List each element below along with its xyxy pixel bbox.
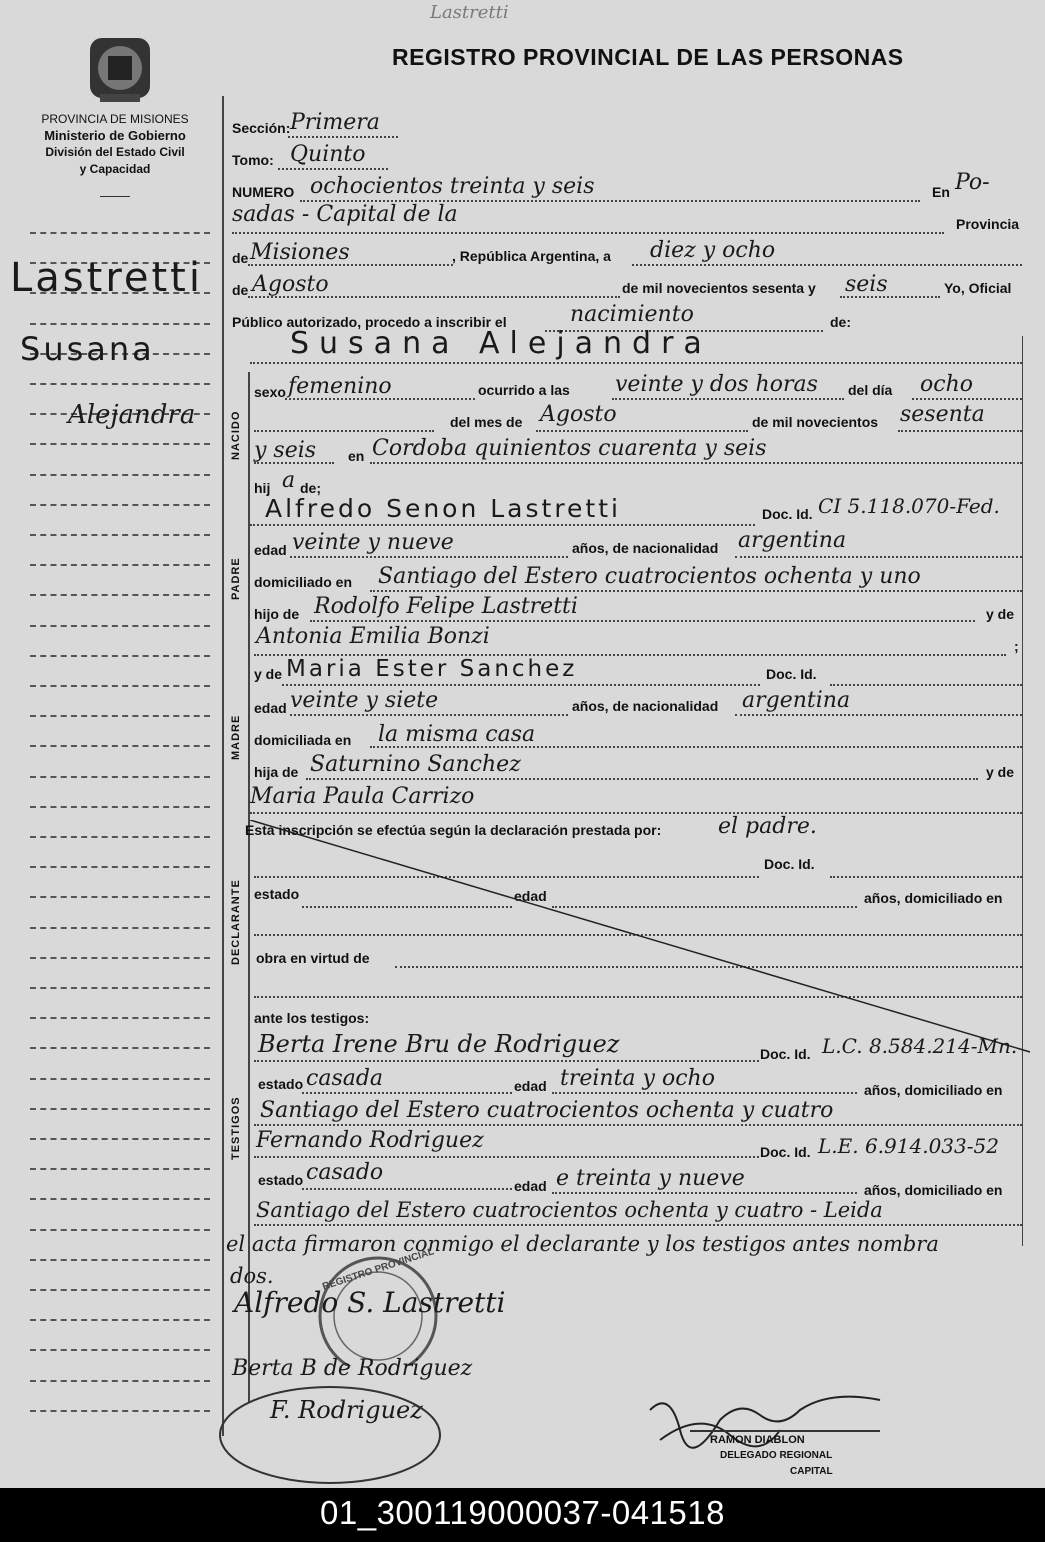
label-testigos: TESTIGOS <box>230 1096 242 1160</box>
org-division: División del Estado Civil <box>45 145 185 159</box>
del-dia-label: del día <box>848 382 893 398</box>
declarante-estado-label: estado <box>254 886 300 902</box>
madre-dom-value: la misma casa <box>378 722 536 747</box>
mes-line <box>248 296 620 298</box>
official-stamp <box>690 1430 880 1486</box>
dia-value: ocho <box>920 372 973 397</box>
fecha-value: diez y ocho <box>650 238 776 263</box>
yo-oficial-label: Yo, Oficial <box>944 280 1012 296</box>
en-value: Po- <box>955 170 990 195</box>
margin-line <box>30 745 210 747</box>
hora-value: veinte y dos horas <box>615 372 818 397</box>
round-seal-text: REGISTRO PROVINCIAL <box>321 1246 436 1293</box>
testigo1-dom-value: Santiago del Estero cuatrocientos ochenta y cuatro <box>260 1098 834 1123</box>
testigo2-edad-value: e treinta y nueve <box>556 1166 745 1191</box>
org-province: PROVINCIA DE MISIONES <box>41 112 189 126</box>
padre-doc-label: Doc. Id. <box>762 506 813 522</box>
testigo2-doc-label: Doc. Id. <box>760 1144 811 1160</box>
de-mil2-label: de mil novecientos <box>752 414 879 430</box>
lugar-nac-line <box>370 462 1022 464</box>
padre-edad-value: veinte y nueve <box>292 530 454 555</box>
testigo1-estado-label: estado <box>258 1076 304 1092</box>
margin-line <box>30 1138 210 1140</box>
coat-of-arms-icon <box>80 28 160 108</box>
margin-line <box>30 594 210 596</box>
anio-nac-line <box>898 430 1022 432</box>
provincia-label: Provincia <box>956 216 1020 232</box>
padre-nombre-value: Alfredo Senon Lastretti <box>265 494 621 523</box>
margin-line <box>30 896 210 898</box>
madre-doc-label: Doc. Id. <box>766 666 817 682</box>
numero-label: NUMERO <box>232 184 295 200</box>
provincia-line <box>248 264 453 266</box>
fecha-line <box>632 264 1022 266</box>
anio-line <box>840 296 940 298</box>
obra-label: obra en virtud de <box>256 950 370 966</box>
madre-dom-line <box>370 746 1022 748</box>
inscripcion-label: Esta inscripción se efectúa según la declaración prestada por: <box>245 822 662 838</box>
abuelo-m-value: Saturnino Sanchez <box>310 752 521 777</box>
padre-anos-label: años, de nacionalidad <box>572 540 719 556</box>
madre-y-de2-label: y de <box>986 764 1015 780</box>
sexo-value: femenino <box>288 374 392 399</box>
anio-value: seis <box>845 272 888 297</box>
margin-line <box>30 1319 210 1321</box>
nombre-line <box>250 362 1022 364</box>
margin-name1: Susana <box>20 330 155 368</box>
margin-line <box>30 655 210 657</box>
padre-doc-value: CI 5.118.070-Fed. <box>818 494 1000 518</box>
document-title: REGISTRO PROVINCIAL DE LAS PERSONAS <box>392 44 904 70</box>
abuelo-p-value: Rodolfo Felipe Lastretti <box>314 594 578 619</box>
provincia-value: Misiones <box>250 240 350 265</box>
testigo2-estado-value: casado <box>306 1160 384 1185</box>
seccion-value: Primera <box>290 110 380 135</box>
declarante-doc-label: Doc. Id. <box>764 856 815 872</box>
margin-line <box>30 957 210 959</box>
madre-edad-label: edad <box>254 700 287 716</box>
abuelo-p-line <box>310 620 975 622</box>
margin-line <box>30 1017 210 1019</box>
org-divider <box>100 196 130 197</box>
testigo1-dom-line <box>254 1124 1022 1126</box>
testigo1-doc-value: L.C. 8.584.214-Mn. <box>822 1034 1018 1058</box>
madre-y-de-label: y de <box>254 666 283 682</box>
testigo1-line <box>254 1060 759 1062</box>
testigo1-edad-value: treinta y ocho <box>560 1066 715 1091</box>
cierre-line2: dos. <box>230 1264 274 1288</box>
publico-label: Público autorizado, procedo a inscribir el <box>232 314 507 330</box>
margin-line <box>30 383 210 385</box>
en2-label: en <box>348 448 365 464</box>
hora-line <box>612 398 844 400</box>
testigos-label: ante los testigos: <box>254 1010 370 1026</box>
lugar-nac-value: Cordoba quinientos cuarenta y seis <box>372 436 767 461</box>
official-stamp-name: RAMON DIABLON <box>710 1434 805 1446</box>
testigo1-edad-label: edad <box>514 1078 547 1094</box>
padre-edad-line <box>290 556 568 558</box>
tomo-value: Quinto <box>290 142 366 167</box>
margin-line <box>30 685 210 687</box>
testigo1-estado-line <box>302 1092 512 1094</box>
margin-name2: Alejandra <box>68 400 196 430</box>
testigo2-line <box>254 1156 759 1158</box>
margin-line <box>30 625 210 627</box>
testigo2-anos-label: años, domiciliado en <box>864 1182 1003 1198</box>
hij-label: hij <box>254 480 271 496</box>
margin-line <box>30 1349 210 1351</box>
madre-doc-line <box>830 684 1022 686</box>
abuelo-m-line <box>306 778 978 780</box>
padre-nac-line <box>735 556 1022 558</box>
margin-line <box>30 323 210 325</box>
republica-label: , República Argentina, a <box>452 248 611 264</box>
sexo-label: sexo <box>254 384 286 400</box>
margin-line <box>30 534 210 536</box>
tomo-label: Tomo: <box>232 152 274 168</box>
lugar-value: sadas - Capital de la <box>232 202 458 227</box>
testigo1-doc-label: Doc. Id. <box>760 1046 811 1062</box>
testigo2-value: Fernando Rodriguez <box>256 1128 484 1153</box>
mes-value: Agosto <box>252 272 329 297</box>
margin-line <box>30 715 210 717</box>
testigo1-anos-label: años, domiciliado en <box>864 1082 1003 1098</box>
padre-dom-value: Santiago del Estero cuatrocientos ochenta y uno <box>378 564 921 589</box>
org-ministry: Ministerio de Gobierno <box>44 128 186 143</box>
margin-line <box>30 1410 210 1412</box>
label-madre: MADRE <box>230 714 242 760</box>
padre-nombre-line <box>250 524 755 526</box>
anio-nac-value: sesenta <box>900 402 985 427</box>
margin-line <box>30 232 210 234</box>
margin-line <box>30 776 210 778</box>
margin-surname: Lastretti <box>10 255 203 301</box>
padre-y-de-label: y de <box>986 606 1015 622</box>
anio-nac2-value: y seis <box>254 438 317 463</box>
anio-nac2-line <box>254 462 334 464</box>
de-colon-label: de: <box>830 314 851 330</box>
en-label: En <box>932 184 950 200</box>
label-declarante: DECLARANTE <box>230 879 242 965</box>
margin-line <box>30 836 210 838</box>
testigo2-estado-line <box>302 1188 512 1190</box>
tomo-line <box>278 168 388 170</box>
de-label: de <box>232 250 249 266</box>
acto-value: nacimiento <box>570 302 694 327</box>
signature-witness2: F. Rodriguez <box>270 1396 423 1424</box>
declarante-edad-label: edad <box>514 888 547 904</box>
seccion-line <box>288 136 398 138</box>
bottom-seal-icon <box>210 1380 450 1488</box>
org-capacity: y Capacidad <box>79 162 151 176</box>
declarante-anos-label: años, domiciliado en <box>864 890 1003 906</box>
blank-line <box>254 430 434 432</box>
margin-line <box>30 1289 210 1291</box>
ocurrido-label: ocurrido a las <box>478 382 570 398</box>
signature-father: Alfredo S. Lastretti <box>234 1286 506 1319</box>
margin-line <box>30 504 210 506</box>
margin-line <box>30 564 210 566</box>
margin-line <box>30 987 210 989</box>
nombre-value: Susana Alejandra <box>290 326 712 361</box>
label-padre: PADRE <box>230 557 242 600</box>
madre-nombre-line <box>282 684 760 686</box>
official-stamp-place: CAPITAL <box>790 1466 833 1477</box>
testigo1-estado-value: casada <box>306 1066 384 1091</box>
padre-dom-line <box>370 590 1022 592</box>
testigo1-value: Berta Irene Bru de Rodriguez <box>258 1030 620 1058</box>
margin-line <box>30 1078 210 1080</box>
signature-witness1: Berta B de Rodriguez <box>232 1356 473 1381</box>
del-mes-label: del mes de <box>450 414 523 430</box>
numero-value: ochocientos treinta y seis <box>310 174 595 199</box>
testigo2-estado-label: estado <box>258 1172 304 1188</box>
mes-nac-line <box>536 430 748 432</box>
margin-line <box>30 1259 210 1261</box>
margin-line <box>30 1108 210 1110</box>
madre-nombre-value: Maria Ester Sanchez <box>286 656 578 682</box>
margin-line <box>30 1198 210 1200</box>
testigo2-edad-label: edad <box>514 1178 547 1194</box>
label-nacido: NACIDO <box>230 410 242 460</box>
sexo-line <box>285 398 475 400</box>
padre-edad-label: edad <box>254 542 287 558</box>
testigo2-doc-value: L.E. 6.914.033-52 <box>818 1134 999 1158</box>
padre-nac-value: argentina <box>738 528 847 553</box>
abuela-p-value: Antonia Emilia Bonzi <box>256 624 490 649</box>
testigo1-edad-line <box>552 1092 857 1094</box>
padre-hijo-label: hijo de <box>254 606 300 622</box>
image-footer-id: 01_300119000037-041518 <box>0 1488 1045 1542</box>
margin-line <box>30 927 210 929</box>
margin-line <box>30 443 210 445</box>
dia-line <box>912 398 1022 400</box>
madre-anos-label: años, de nacionalidad <box>572 698 719 714</box>
margin-line <box>30 474 210 476</box>
margin-line <box>30 1168 210 1170</box>
de2-label: de <box>232 282 249 298</box>
madre-dom-label: domiciliada en <box>254 732 352 748</box>
margin-line <box>30 1047 210 1049</box>
margin-line <box>30 866 210 868</box>
madre-hija-label: hija de <box>254 764 299 780</box>
abuela-m-value: Maria Paula Carrizo <box>250 784 475 809</box>
margin-line <box>30 1229 210 1231</box>
cierre-line1: el acta firmaron conmigo el declarante y los testigos antes nombra <box>226 1232 939 1256</box>
testigo2-dom-line <box>254 1224 1022 1226</box>
madre-nac-value: argentina <box>742 688 851 713</box>
seccion-label: Sección: <box>232 120 291 136</box>
official-stamp-title: DELEGADO REGIONAL <box>720 1450 833 1461</box>
right-border <box>1022 336 1023 1246</box>
hij-de-label: de; <box>300 480 321 496</box>
hijo-a-value: a <box>282 468 296 493</box>
top-stamp-surname: Lastretti <box>430 2 509 23</box>
mes-nac-value: Agosto <box>540 402 617 427</box>
madre-edad-line <box>290 714 568 716</box>
margin-line <box>30 1380 210 1382</box>
madre-nac-line <box>735 714 1022 716</box>
margin-line <box>30 806 210 808</box>
testigo2-edad-line <box>552 1192 857 1194</box>
semicolon: ; <box>1014 638 1019 654</box>
de-mil-label: de mil novecientos sesenta y <box>622 280 816 296</box>
abuela-m-line <box>250 812 1022 814</box>
lugar-line <box>232 232 944 234</box>
testigo2-dom-value: Santiago del Estero cuatrocientos ochenta y cuatro - Leida <box>256 1198 883 1222</box>
declarante-value: el padre. <box>718 814 817 839</box>
padre-dom-label: domiciliado en <box>254 574 353 590</box>
madre-edad-value: veinte y siete <box>290 688 439 713</box>
left-column-border <box>222 96 224 1436</box>
